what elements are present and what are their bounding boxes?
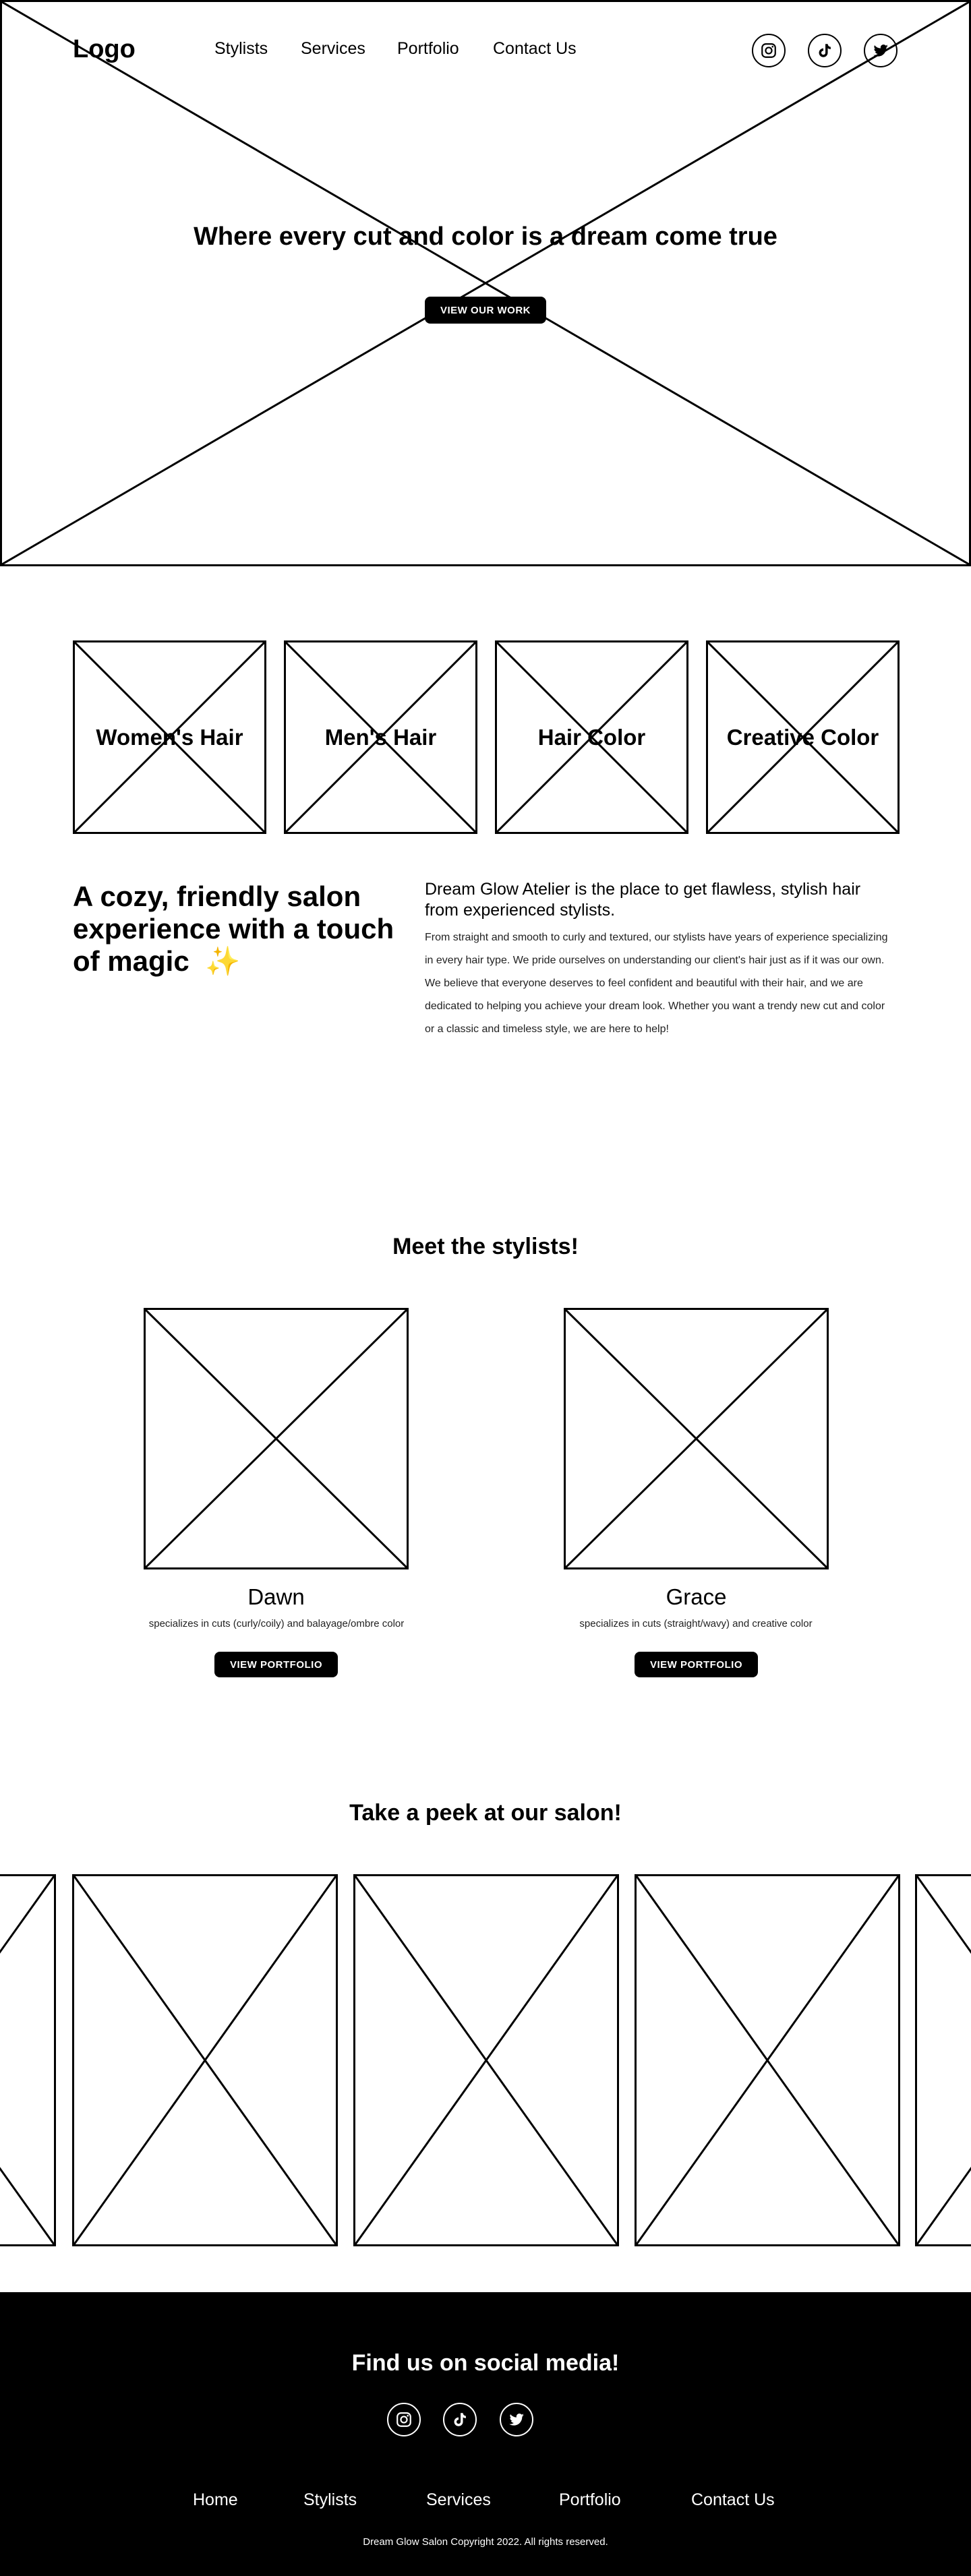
placeholder-x <box>2 2 969 564</box>
footer-nav-contact-us[interactable]: Contact Us <box>691 2490 775 2509</box>
intro-heading-text: A cozy, friendly salon experience with a touch of magic <box>73 880 394 977</box>
stylist-photo-dawn <box>144 1308 409 1569</box>
twitter-link[interactable] <box>864 34 898 67</box>
logo[interactable]: Logo <box>73 35 136 63</box>
intro-heading <box>73 880 403 978</box>
stylists-section-title: Meet the stylists! <box>392 1234 579 1259</box>
nav-item-contact-us[interactable]: Contact Us <box>493 39 577 58</box>
footer-title: Find us on social media! <box>351 2350 620 2376</box>
gallery-image <box>635 1874 900 2246</box>
placeholder-x <box>0 1876 54 2244</box>
category-tile-womens-hair[interactable] <box>73 640 266 834</box>
hero-title: Where every cut and color is a dream come true <box>194 222 777 251</box>
placeholder-x <box>637 1876 898 2244</box>
gallery-image <box>72 1874 338 2246</box>
category-tile-creative-color[interactable] <box>706 640 900 834</box>
nav-item-stylists[interactable]: Stylists <box>214 39 268 58</box>
twitter-icon <box>508 2411 525 2428</box>
sparkle-icon: ✨ <box>205 945 241 977</box>
copyright-text: Dream Glow Salon Copyright 2022. All rights reserved. <box>363 2536 608 2548</box>
gallery-image <box>353 1874 619 2246</box>
footer-nav-home[interactable]: Home <box>193 2490 238 2509</box>
tiktok-icon <box>451 2411 469 2428</box>
placeholder-x <box>146 1310 407 1567</box>
footer-instagram-link[interactable] <box>387 2403 421 2436</box>
nav-item-portfolio[interactable]: Portfolio <box>397 39 459 58</box>
category-label: Women's Hair <box>96 724 243 750</box>
twitter-icon <box>872 42 889 59</box>
footer <box>0 2292 971 2576</box>
intro-lead: Dream Glow Atelier is the place to get flawless, stylish hair from experienced stylists. <box>425 880 861 920</box>
gallery-section-title: Take a peek at our salon! <box>349 1800 622 1826</box>
stylist-specialty: specializes in cuts (straight/wavy) and creative color <box>579 1618 813 1629</box>
view-portfolio-button-dawn[interactable]: VIEW PORTFOLIO <box>214 1652 338 1677</box>
stylist-name: Dawn <box>247 1584 305 1609</box>
footer-tiktok-link[interactable] <box>443 2403 477 2436</box>
placeholder-x <box>917 1876 971 2244</box>
intro-body: From straight and smooth to curly and textured, our stylists have years of experience specializing in every hair type. We pride ourselves on understanding our client's hair just as if it was our own. We believe that everyone deserves to feel confident and beautiful with their hair, and we are dedicated to helping you achieve your dream look. Whether you want a trendy new cut and color or a classic and timeless style, we are here to help! <box>425 932 888 1035</box>
hero-image-placeholder <box>0 0 971 566</box>
nav-item-services[interactable]: Services <box>301 39 365 58</box>
placeholder-x <box>355 1876 617 2244</box>
category-tile-hair-color[interactable] <box>495 640 688 834</box>
gallery-image <box>915 1874 971 2246</box>
stylist-photo-grace <box>564 1308 829 1569</box>
instagram-link[interactable] <box>752 34 786 67</box>
placeholder-x <box>566 1310 827 1567</box>
category-tile-mens-hair[interactable] <box>284 640 477 834</box>
tiktok-link[interactable] <box>808 34 842 67</box>
footer-nav-services[interactable]: Services <box>426 2490 491 2509</box>
gallery-image <box>0 1874 56 2246</box>
stylist-specialty: specializes in cuts (curly/coily) and balayage/ombre color <box>148 1618 405 1629</box>
category-label: Men's Hair <box>324 724 437 750</box>
instagram-icon <box>395 2411 413 2428</box>
instagram-icon <box>760 42 777 59</box>
view-our-work-button[interactable]: VIEW OUR WORK <box>425 297 546 324</box>
category-label: Hair Color <box>537 724 646 750</box>
footer-nav-portfolio[interactable]: Portfolio <box>559 2490 621 2509</box>
stylist-name: Grace <box>666 1584 727 1609</box>
category-label: Creative Color <box>726 724 879 750</box>
footer-twitter-link[interactable] <box>500 2403 533 2436</box>
tiktok-icon <box>816 42 833 59</box>
view-portfolio-button-grace[interactable]: VIEW PORTFOLIO <box>635 1652 758 1677</box>
footer-nav-stylists[interactable]: Stylists <box>303 2490 357 2509</box>
placeholder-x <box>74 1876 336 2244</box>
